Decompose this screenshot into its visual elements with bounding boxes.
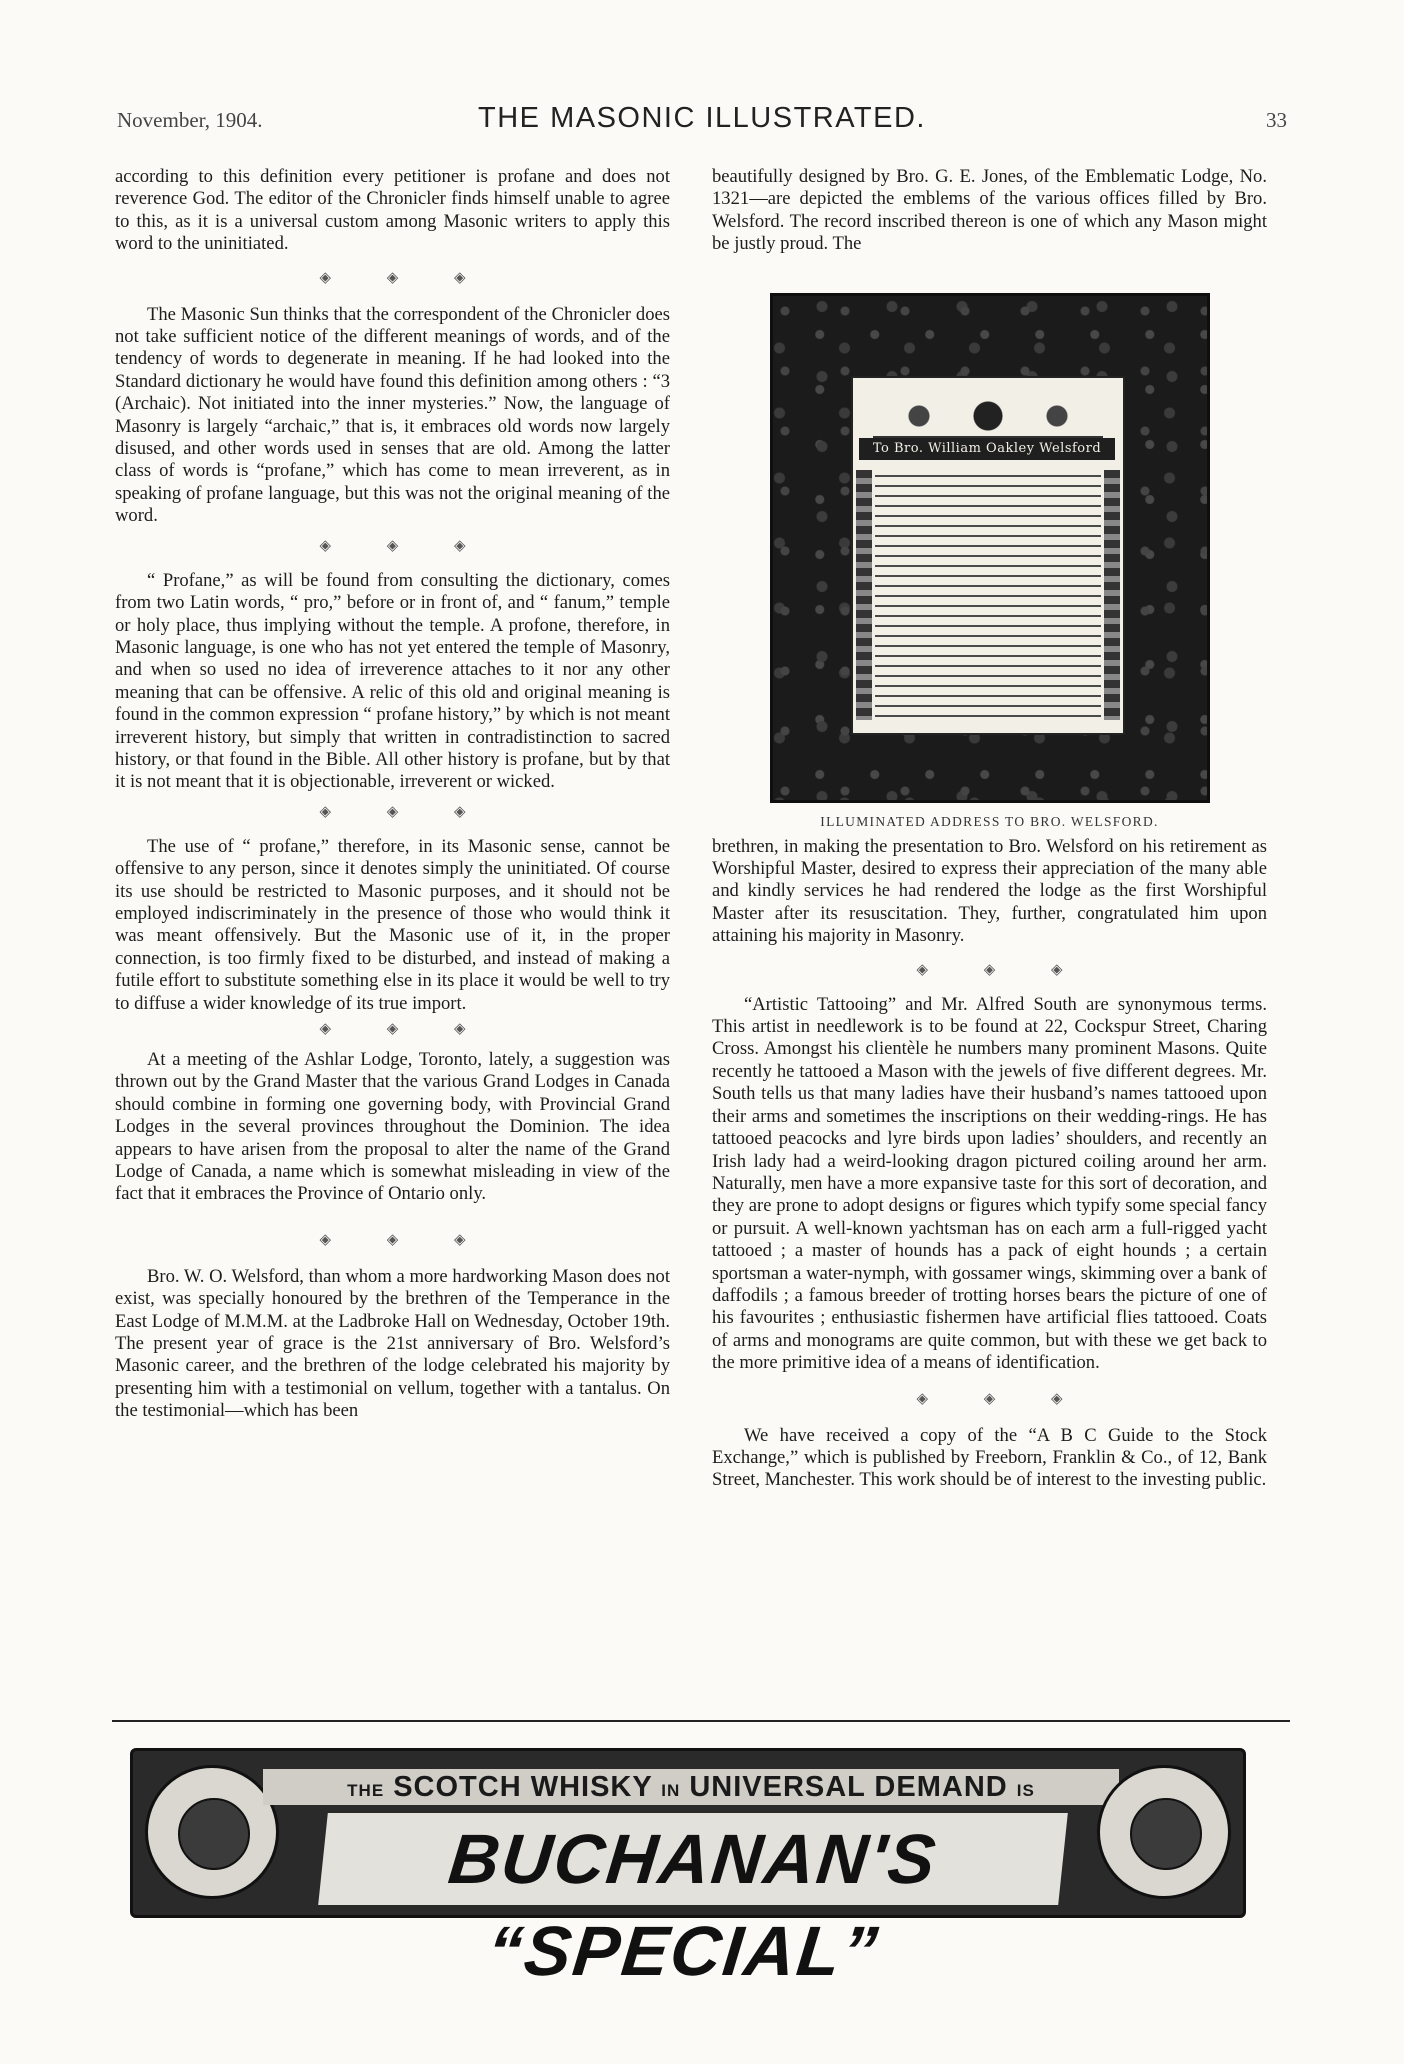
- section-ornament: ◈ ◈ ◈: [916, 1390, 1089, 1407]
- address-recipient-name: To Bro. William Oakley Welsford: [859, 438, 1115, 460]
- section-ornament: ◈ ◈ ◈: [319, 537, 492, 554]
- paragraph: The Masonic Sun thinks that the correspondent of the Chronicler does not take sufficient notice of the different meanings of words, and of the tendency of words to degenerate in meaning. If he had looked into the Standard dictionary he would have found this definition among others : “3 (Archaic). Not initiated into the inner mysteries.” Now, the language of Masonry is largely “archaic,” that is, it embraces old words now largely disused, and other words used in senses that are old. Among the latter class of words is “profane,” which has come to mean irreverent, as in speaking of profane language, but this was not the original meaning of the word.: [115, 303, 670, 527]
- section-ornament: ◈ ◈ ◈: [319, 1231, 492, 1248]
- section-ornament: ◈ ◈ ◈: [319, 1021, 492, 1037]
- address-document: [851, 376, 1125, 735]
- ad-tagline-text: SCOTCH WHISKY: [393, 1771, 653, 1803]
- section-ornament: ◈ ◈ ◈: [916, 961, 1089, 978]
- issue-date: November, 1904.: [117, 108, 263, 132]
- right-border-emblems: [1104, 470, 1120, 720]
- left-column: [115, 166, 670, 1423]
- address-text-lines: [875, 470, 1101, 720]
- ad-tagline-text-2: UNIVERSAL DEMAND: [689, 1771, 1008, 1803]
- figure-caption: ILLUMINATED ADDRESS TO BRO. WELSFORD.: [820, 814, 1159, 829]
- paragraph: “Artistic Tattooing” and Mr. Alfred South are synonymous terms. This artist in needlework is to be found at 22, Cockspur Street, Charing Cross. Amongst his clientèle he numbers many prominent Masons. Quite recently he tattooed a Mason with the jewels of five different degrees. Mr. South tells us that many ladies have their husband’s names tattooed upon their arms and sometimes the inscriptions on their wedding-rings. He has tattooed peacocks and lyre birds upon ladies’ shoulders, and recently an Irish lady had a weird-looking dragon pictured coiling around her arm. Naturally, men have a more expansive taste for this sort of decoration, and they are prone to adopt designs or figures which typify some special fancy or pursuit. A well-known yachtsman has on each arm a full-rigged yacht tattooed ; a master of hounds has a pack of eight hounds ; a certain sportsman a water-nymph, with gossamer wings, skimming over a bank of daffodils ; a famous breeder of trotting horses bears the picture of one of his favourites ; enthusiastic fishermen have artificial flies tattooed. Coats of arms and monograms are quite common, but with these we get back to the more primitive idea of a means of identification.: [712, 993, 1267, 1374]
- buchanans-advertisement: [130, 1748, 1246, 1990]
- ad-word-the: THE: [347, 1781, 385, 1800]
- divider-rule: [112, 1720, 1290, 1722]
- paragraph: beautifully designed by Bro. G. E. Jones, of the Emblematic Lodge, No. 1321—are depicted the emblems of the various offices filled by Bro. Welsford. The record inscribed thereon is one of which any Mason might be justly proud. The: [712, 166, 1267, 255]
- publication-title: THE MASONIC ILLUSTRATED.: [478, 102, 926, 134]
- page-header: [117, 102, 1287, 138]
- section-ornament: ◈ ◈ ◈: [319, 803, 492, 820]
- ad-brand-name: BUCHANAN'S “SPECIAL”: [318, 1813, 1068, 1905]
- left-border-emblems: [856, 470, 872, 720]
- ad-word-is: IS: [1016, 1781, 1035, 1800]
- paragraph: At a meeting of the Ashlar Lodge, Toronto, lately, a suggestion was thrown out by the Grand Master that the various Grand Lodges in Canada should combine in forming one governing body, with Provincial Grand Lodges in the several provinces throughout the Dominion. The idea appears to have arisen from the proposal to alter the name of the Grand Lodge of Canada, a name which is somewhat misleading in view of the fact that it embraces the Province of Ontario only.: [115, 1049, 670, 1205]
- paragraph: The use of “ profane,” therefore, in its Masonic sense, cannot be offensive to any person, since it denotes simply the uninitiated. Of course its use should be restricted to Masonic purposes, and it should not be employed indiscriminately in the presence of those who would think it was meant offensively. But the Masonic use of it, in the proper connection, is too firmly fixed to be disturbed, and instead of making a futile effort to substitute something else in its place it would be well to try to diffuse a wider knowledge of its true import.: [115, 835, 670, 1014]
- royal-warrant-seal-icon: [145, 1765, 279, 1899]
- paragraph: according to this definition every petitioner is profane and does not reverence God. The editor of the Chronicler finds himself unable to agree to this, as it is a universal custom among Masonic writers to apply this word to the uninitiated.: [115, 166, 670, 255]
- ad-tagline: [263, 1769, 1119, 1805]
- paragraph: brethren, in making the presentation to Bro. Welsford on his retirement as Worshipful Master, desired to express their appreciation of the many able and kindly services he had rendered the lodge as the first Worshipful Master after its resuscitation. They, further, congratulated him upon attaining his majority in Masonry.: [712, 835, 1267, 947]
- paragraph: Bro. W. O. Welsford, than whom a more hardworking Mason does not exist, was specially honoured by the brethren of the Temperance in the East Lodge of M.M.M. at the Ladbroke Hall on Wednesday, October 19th. The present year of grace is the 21st anniversary of Bro. Welsford’s Masonic career, and the brethren of the lodge celebrated his majority by presenting him with a testimonial on vellum, together with a tantalus. On the testimonial—which has been: [115, 1265, 670, 1422]
- illuminated-address-image: [770, 293, 1210, 803]
- ad-word-in: IN: [661, 1781, 681, 1800]
- royal-warrant-seal-icon: [1097, 1765, 1231, 1899]
- section-ornament: ◈ ◈ ◈: [319, 269, 492, 286]
- paragraph: We have received a copy of the “A B C Guide to the Stock Exchange,” which is published by Freeborn, Franklin & Co., of 12, Bank Street, Manchester. This work should be of interest to the investing public.: [712, 1424, 1267, 1491]
- crest-emblem-icon: [873, 386, 1103, 438]
- page-number: 33: [1266, 108, 1287, 132]
- paragraph: “ Profane,” as will be found from consulting the dictionary, comes from two Latin words, “ pro,” before or in front of, and “ fanum,” temple or holy place, thus implying without the temple. A profone, therefore, in Masonic language, is one who has not yet entered the temple of Masonry, and when so used no idea of irreverence attaches to it nor any other meaning that can be offensive. A relic of this old and original meaning is found in the common expression “ profane history,” by which is not meant irreverent history, but simply that written in contradistinction to sacred history, or that found in the Bible. All other history is profane, but by that it is not meant that it is objectionable, irreverent or wicked.: [115, 569, 670, 793]
